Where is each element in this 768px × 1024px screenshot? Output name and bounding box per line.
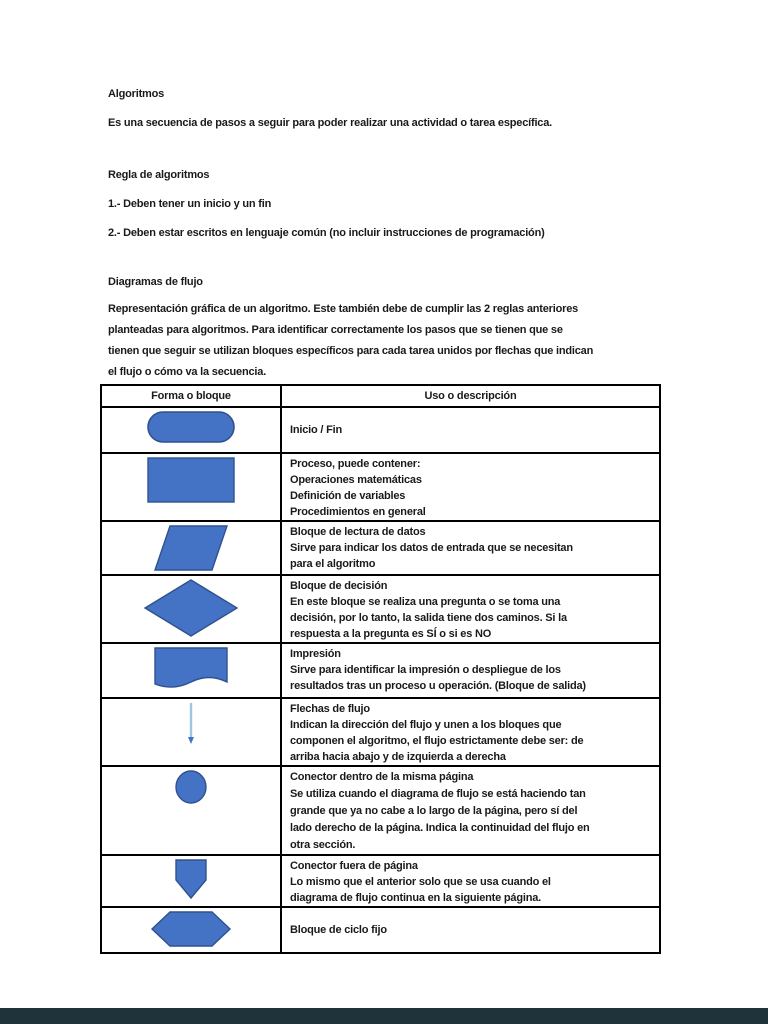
block-title: Conector dentro de la misma página <box>290 771 474 783</box>
paragraph-diagramas-line: planteadas para algoritmos. Para identificar correctamente los pasos que se tienen que se <box>108 324 563 336</box>
block-title: Inicio / Fin <box>290 424 342 436</box>
block-description: Indican la dirección del flujo y unen a los bloques que componen el algoritmo, el flujo estrictamente debe ser: de arriba hacia abajo y de izquierda a derecha <box>290 719 584 763</box>
stadium-icon <box>146 410 236 444</box>
block-title: Bloque de decisión <box>290 580 388 592</box>
desc-cell <box>281 407 660 453</box>
printout-document-icon <box>153 646 229 692</box>
table-row <box>101 453 660 521</box>
block-title: Impresión <box>290 648 341 660</box>
block-description: Se utiliza cuando el diagrama de flujo se está haciendo tan grande que ya no cabe a lo largo de la página, pero sí del lado derecho de la página. Indica la continuidad del flujo en otra sección. <box>290 788 590 851</box>
table-row <box>101 643 660 698</box>
block-description: Operaciones matemáticas Definición de variables Procedimientos en general <box>290 474 426 518</box>
shape-cell <box>101 575 281 643</box>
heading-algoritmos: Algoritmos <box>108 88 165 100</box>
header-uso: Uso o descripción <box>281 385 660 407</box>
desc-cell <box>281 766 660 855</box>
desc-cell <box>281 855 660 907</box>
rule-item-2: 2.- Deben estar escritos en lenguaje común (no incluir instrucciones de programación) <box>108 227 545 239</box>
block-title: Conector fuera de página <box>290 860 418 872</box>
table-row <box>101 766 660 855</box>
decision-diamond-icon <box>143 578 239 638</box>
table-header-row <box>101 385 660 407</box>
shape-cell <box>101 907 281 953</box>
shape-cell <box>101 855 281 907</box>
rule-item-1: 1.- Deben tener un inicio y un fin <box>108 198 272 210</box>
table-row <box>101 855 660 907</box>
table-row <box>101 575 660 643</box>
shape-cell <box>101 643 281 698</box>
process-rectangle-icon <box>146 456 236 504</box>
block-description: Sirve para identificar la impresión o despliegue de los resultados tras un proceso u operación. (Bloque de salida) <box>290 664 586 692</box>
paragraph-algoritmos: Es una secuencia de pasos a seguir para poder realizar una actividad o tarea específica. <box>108 117 552 129</box>
paragraph-diagramas-line: Representación gráfica de un algoritmo. Este también debe de cumplir las 2 reglas anteriores <box>108 303 579 315</box>
paragraph-diagramas-line: tienen que seguir se utilizan bloques específicos para cada tarea unidos por flechas que indican <box>108 345 594 357</box>
fixed-loop-hexagon-icon <box>150 910 232 948</box>
heading-reglas: Regla de algoritmos <box>108 169 210 181</box>
table-row <box>101 521 660 575</box>
desc-cell <box>281 575 660 643</box>
block-description: En este bloque se realiza una pregunta o se toma una decisión, por lo tanto, la salida tiene dos caminos. Si la respuesta a la pregunta es SÍ o si es NO <box>290 596 567 640</box>
table-row <box>101 407 660 453</box>
desc-cell <box>281 643 660 698</box>
flow-arrow-icon <box>184 701 198 747</box>
table-row <box>101 698 660 766</box>
block-description: Sirve para indicar los datos de entrada que se necesitan para el algoritmo <box>290 542 573 570</box>
on-page-connector-circle-icon <box>173 769 209 805</box>
block-title: Flechas de flujo <box>290 703 370 715</box>
desc-cell <box>281 453 660 521</box>
shape-cell <box>101 407 281 453</box>
block-description: Lo mismo que el anterior solo que se usa cuando el diagrama de flujo continua en la siguiente página. <box>290 876 551 904</box>
shape-cell <box>101 453 281 521</box>
desc-cell <box>281 907 660 953</box>
shape-cell <box>101 698 281 766</box>
flowchart-blocks-table <box>100 384 661 954</box>
desc-cell <box>281 521 660 575</box>
off-page-connector-icon <box>174 858 208 900</box>
header-forma: Forma o bloque <box>101 385 281 407</box>
table-row <box>101 907 660 953</box>
block-title: Proceso, puede contener: <box>290 458 421 470</box>
block-title: Bloque de ciclo fijo <box>290 924 387 936</box>
block-title: Bloque de lectura de datos <box>290 526 426 538</box>
heading-diagramas: Diagramas de flujo <box>108 276 203 288</box>
shape-cell <box>101 766 281 855</box>
parallelogram-icon <box>152 524 230 572</box>
desc-cell <box>281 698 660 766</box>
paragraph-diagramas-line: el flujo o cómo va la secuencia. <box>108 366 267 378</box>
viewer-bottom-bar <box>0 1008 768 1024</box>
shape-cell <box>101 521 281 575</box>
